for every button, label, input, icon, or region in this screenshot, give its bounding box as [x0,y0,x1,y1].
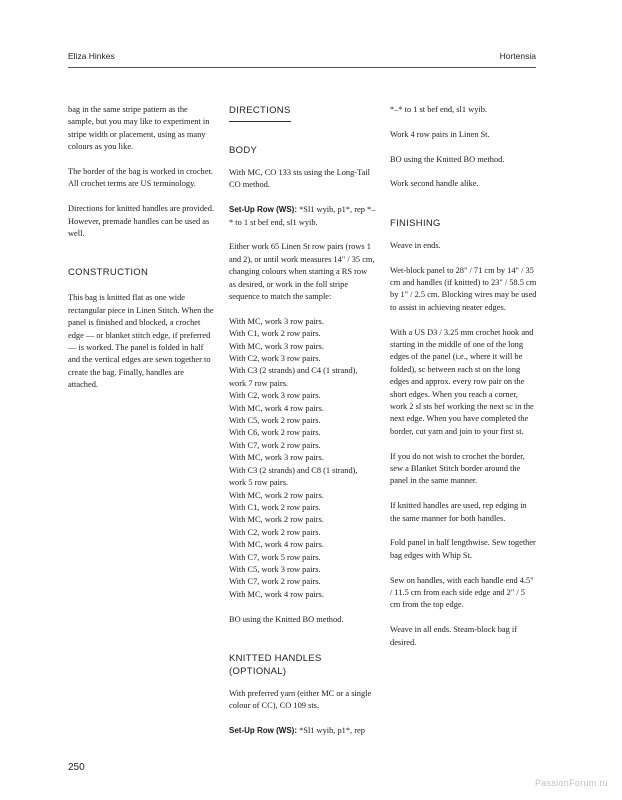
stripe-row: With C3 (2 strands) and C4 (1 strand), work 7 row pairs. [229,366,358,388]
stripe-row: With C7, work 5 row pairs. [229,552,321,562]
paragraph: bag in the same stripe pattern as the sample, but you may like to experiment in stripe width or placement, using as many colours as you like. [68,105,210,152]
setup-row-text: *Sl1 wyib, p1*, rep *–* to 1 st bef end, sl1 wyib. [229,205,376,227]
paragraph: With preferred yarn (either MC or a single colour of CC), CO 109 sts. [229,688,372,711]
paragraph: With a US D3 / 3.25 mm crochet hook and starting in the middle of one of the long edges of the panel (i.e., where it will be folded), sc between each st on the long edges and approx. every row pair on the short edges. When you reach a corner, work 2 sl sts bef working the next sc in the next edge. When you have completed the border, cut yarn and join to your first st. [390,327,534,436]
stripe-row: With C7, work 2 row pairs. [229,440,321,450]
stripe-row: With C6, work 2 row pairs. [229,428,321,438]
directions-heading: DIRECTIONS [229,104,291,122]
running-header-pattern: Hortensia [499,51,536,61]
stripe-row: With MC, work 4 row pairs. [229,540,324,550]
column-3 [390,104,537,661]
setup-row-label: Set-Up Row (WS): [229,726,297,736]
stripe-row: With C1, work 2 row pairs. [229,502,321,512]
stripe-row: With MC, work 2 row pairs. [229,490,324,500]
page-number: 250 [68,762,85,773]
stripe-sequence [229,316,376,601]
stripe-row: With C5, work 3 row pairs. [229,564,321,574]
paragraph: If you do not wish to crochet the border, sew a Blanket Stitch border around the panel in the same manner. [390,451,525,486]
stripe-row: With MC, work 4 row pairs. [229,589,324,599]
paragraph: Fold panel in half lengthwise. Sew together bag edges with Whip St. [390,538,536,560]
running-header-author: Eliza Hinkes [68,51,115,61]
stripe-row: With MC, work 3 row pairs. [229,341,324,351]
paragraph: If knitted handles are used, rep edging in the same manner for both handles. [390,501,527,523]
knitted-handles-heading: KNITTED HANDLES (OPTIONAL) [229,652,322,677]
stripe-row: With C2, work 2 row pairs. [229,527,321,537]
column-1 [68,104,215,404]
column-2 [229,104,376,750]
paragraph: With MC, CO 133 sts using the Long-Tail CO method. [229,168,370,190]
stripe-row: With MC, work 3 row pairs. [229,316,324,326]
paragraph: Work second handle alike. [390,179,479,189]
paragraph: BO using the Knitted BO method. [229,614,344,624]
stripe-row: With C7, work 2 row pairs. [229,577,321,587]
construction-heading: CONSTRUCTION [68,267,149,279]
paragraph: Either work 65 Linen St row pairs (rows 1 and 2), or until work measures 14" / 35 cm, changing colours when starting a RS row as desired, or work in the foll stripe sequence to match the sample: [229,242,375,302]
watermark: PassionForum.ru [534,778,608,788]
paragraph: Weave in all ends. Steam-block bag if desired. [390,625,518,647]
paragraph: BO using the Knitted BO method. [390,154,505,164]
paragraph: Sew on handles, with each handle end 4.5" / 11.5 cm from each side edge and 2" / 5 cm from the top edge. [390,575,534,610]
stripe-row: With C3 (2 strands) and C8 (1 strand), work 5 row pairs. [229,465,358,488]
paragraph: Wet-block panel to 28" / 71 cm by 14" / 35 cm and handles (if knitted) to 23" / 58.5 cm by 1" / 2.5 cm. Blocking wires may be used to assist in achieving neater edges. [390,265,537,312]
setup-row-paragraph [229,204,376,229]
paragraph: *–* to 1 st bef end, sl1 wyib. [390,105,488,114]
header-rule [68,67,536,68]
paragraph: This bag is knitted flat as one wide rectangular piece in Linen Stitch. When the panel is finished and blocked, a crochet edge — or blanket stitch edge, if preferred — is worked. The panel is folded in half and the vertical edges are sewn together to create the bag. Finally, handles are attached. [68,293,214,390]
stripe-row: With MC, work 3 row pairs. [229,453,324,463]
stripe-row: With MC, work 2 row pairs. [229,515,324,525]
paragraph: Weave in ends. [390,240,441,250]
paragraph: Directions for knitted handles are provided. However, premade handles can be used as well. [68,204,215,239]
paragraph: The border of the bag is worked in crochet. All crochet terms are US terminology. [68,167,213,189]
stripe-row: With C5, work 2 row pairs. [229,416,321,426]
setup-row-label: Set-Up Row (WS): [229,205,297,215]
setup-row-paragraph [229,725,376,737]
stripe-row: With C2, work 3 row pairs. [229,354,321,364]
setup-row-text: *Sl1 wyib, p1*, rep [297,726,365,736]
stripe-row: With MC, work 4 row pairs. [229,403,324,413]
stripe-row: With C1, work 2 row pairs. [229,329,321,339]
body-heading: BODY [229,145,258,156]
finishing-heading: FINISHING [390,217,441,229]
stripe-row: With C2, work 3 row pairs. [229,391,321,401]
paragraph: Work 4 row pairs in Linen St. [390,129,490,139]
